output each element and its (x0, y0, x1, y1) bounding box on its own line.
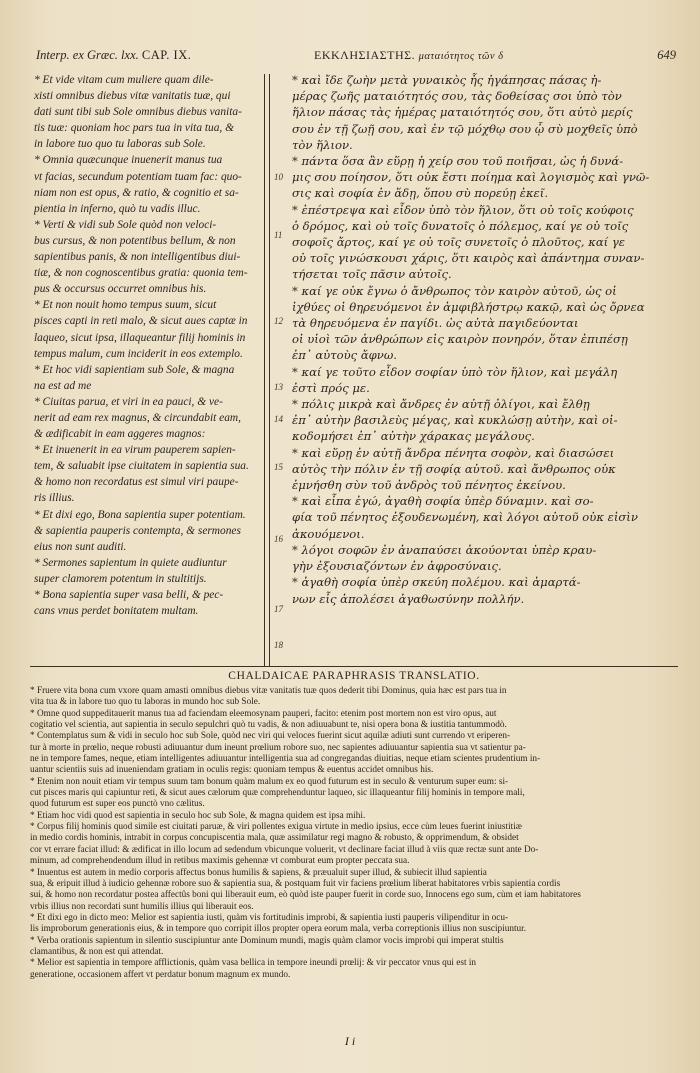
greek-line: νων εἷς ἀπολέσει ἀγαθωσύνην πολλήν. (292, 591, 525, 606)
latin-line: * Sermones sapientum in quiete audiuntur (34, 556, 227, 569)
chaldaic-line: quod futurum est super eos punctò vno cælitus. (30, 799, 205, 810)
latin-line: pus & occursus occurret omnibus his. (34, 283, 207, 296)
chaldaic-line: * Etiam hoc vidi quod est sapientia in seculo hoc sub Sole, & magna quidem est ipsa mihi. (30, 810, 366, 821)
chaldaic-line: in medio cordis hominis, intrabit in corpus concupiscentia mala, quæ assimilatur regi magno & robusto, & opprimendum, & obsidet (30, 833, 519, 844)
greek-line: κοδομήσει ἐπ᾽ αὐτὴν χάρακας μεγάλους. (292, 429, 535, 444)
greek-line: * λόγοι σοφῶν ἐν ἀναπαύσει ἀκούονται ὑπὲρ κραυ- (292, 542, 597, 557)
latin-line: eius non sunt auditi. (34, 540, 127, 553)
greek-line: * καί γε οὐκ ἔγνω ὁ ἄνθρωπος τὸν καιρὸν αὐτοῦ, ὡς οἱ (292, 283, 617, 298)
page-number: 649 (657, 48, 676, 62)
latin-line: & ædificabit in eam aggeres magnos: (34, 428, 206, 441)
column-divider-right (269, 74, 270, 666)
latin-line: vt facias, secundum potentiam tuam fac: quo- (34, 170, 242, 183)
greek-line: * ἐπέστρεψα καὶ εἶδον ὑπὸ τὸν ἥλιον, ὅτι οὐ τοῖς κούφοις (292, 202, 634, 217)
chaldaic-line: uantur scientiis suis ad inueniendam gratiam in oculis regis: quoniam tempus & euentus accidet omnibus his. (30, 765, 434, 776)
latin-line: nerit ad eam rex magnus, & circundabit eam, (34, 411, 241, 424)
chaldaic-line: clamantibus, & non est qui attendat. (30, 946, 164, 957)
chaldaic-line: sua, & eripuit illud à iudicio gehennæ robore suo & sapientia sua, & postquam fuit vir faciens prœlium liberat habitatores vrbis sapientia cordis (30, 878, 561, 889)
latin-line: tempus malum, cum inciderit in eos extemplo. (34, 347, 243, 360)
greek-line: σου ἐν τῇ ζωῇ σου, καὶ ἐν τῷ μόχθῳ σου ᾧ σὺ μοχθεῖς ὑπὸ (292, 121, 638, 136)
verse-number: 11 (274, 230, 283, 240)
chaldaic-line: * Inuentus est autem in medio corporis affectus bonus humilis & sapiens, & præualuit super illud, & subiecit illud sapientia (30, 867, 487, 878)
chaldaic-body (30, 686, 678, 981)
greek-line: * καὶ ἴδε ζωὴν μετὰ γυναικὸς ἧς ἠγάπησας πάσας ἡ- (292, 73, 602, 87)
greek-line: * καὶ εὕρῃ ἐν αὐτῇ ἄνδρα πένητα σοφὸν, καὶ διασώσει (292, 445, 615, 460)
latin-line: * Et hoc vidi sapientiam sub Sole, & magna (34, 363, 235, 376)
latin-line: tis tuæ: quoniam hoc pars tua in vita tua, & (34, 122, 234, 135)
chaldaic-line: * Contemplatus sum & vidi in seculo hoc sub Sole, quòd nec viri qui veloces fuerint sicut aquilæ adiuti sunt currendo vt eriperen- (30, 731, 511, 742)
latin-line: bus cursus, & non potentibus bellum, & non (34, 234, 236, 247)
latin-line: dati sunt tibi sub Sole omnibus diebus vanita- (34, 106, 242, 119)
latin-line: ris illius. (34, 492, 75, 505)
header-left: Interp. ex Græc. lxx. CAP. IX. (36, 48, 192, 62)
greek-line: ἰχθύες οἱ θηρευόμενοι ἐν ἀμφιβλήστρῳ κακῷ, καὶ ὡς ὄρνεα (292, 299, 645, 314)
latin-line: in labore tuo quo tu laboras sub Sole. (34, 138, 206, 151)
latin-line: tem, & saluabit ipse ciuitatem in sapientia sua. (34, 460, 249, 473)
chaldaic-line: * Fruere vita bona cum vxore quam amasti omnibus diebus vitæ vanitatis tuæ quos dederit tibi Dominus, quia hæc est pars tua in (30, 686, 507, 696)
verse-number: 13 (274, 382, 283, 392)
chaldaic-line: tur à morte in prœlio, neque robusti adiuuantur dum ineunt prœlium robore suo, nec sapientes adiuuantur sapientia sua vt satientur pa- (30, 742, 526, 753)
greek-line: ἐπ᾽ αὐτοὺς ἄφνω. (292, 348, 397, 363)
latin-line: & sapientia pauperis contempta, & sermones (34, 524, 241, 537)
greek-line: αὐτὸς τὴν πόλιν ἐν τῇ σοφίᾳ αὐτοῦ. καὶ ἄνθρωπος οὐκ (292, 461, 616, 476)
chaldaic-line: lis improborum generationis eius, & in tempore quo corripit illos propter opera eorum mala, verba correptionis illius non suscipiuntur. (30, 924, 527, 935)
latin-column (34, 72, 258, 619)
latin-line: * Omnia quæcunque inuenerit manus tua (34, 154, 223, 167)
greek-line: μέρας ζωῆς ματαιότητός σου, τὰς δοθείσας σοι ὑπὸ τὸν (292, 89, 622, 104)
latin-line: super clamorem potentum in stultitijs. (34, 572, 207, 585)
greek-line: * καί γε τοῦτο εἶδον σοφίαν ὑπὸ τὸν ἥλιον, καὶ μεγάλη (292, 364, 618, 379)
greek-line: ἥλιον πάσας τὰς ἡμέρας ματαιότητός σου, ὅτι αὐτὸ μερίς (292, 105, 633, 120)
latin-line: & homo non recordatus est simul viri paupe- (34, 476, 239, 489)
chaldaic-section (30, 670, 678, 981)
latin-line: * Ciuitas parua, et viri in ea pauci, & ve- (34, 395, 223, 408)
chaldaic-line: * Melior est sapientia in tempore afflictionis, quàm vasa bellica in tempore ineundi prœlij: & vir peccator vnus qui est in (30, 958, 477, 969)
verse-number: 14 (274, 414, 283, 424)
greek-line: * ἀγαθὴ σοφία ὑπὲρ σκεύη πολέμου. καὶ ἁμαρτά- (292, 575, 581, 590)
greek-line: ἀκουόμενοι. (292, 526, 365, 541)
latin-line: * Bona sapientia super vasa belli, & pec- (34, 589, 224, 601)
chaldaic-line: ne in tempore fames, neque, etiam intelligentes adiuuantur intelligentia sua ad congregandas diuitias, neque etiam scientes prudentium in- (30, 754, 541, 765)
chaldaic-line: * Etenim non nouit etiam vir tempus suum tam bonum quàm malum ex eo quod futurum est in seculo & venturum super eum: si- (30, 776, 509, 787)
chaldaic-line: minum, ad comprehendendum illud in retibus maximis gehennæ vt comburat eum propter peccata sua. (30, 856, 410, 867)
header-center: ΕΚΚΛΗΣΙΑΣΤΗΣ. ματαιότητος τῶν δ (314, 48, 504, 62)
greek-line: τὸν ἥλιον. (292, 137, 353, 152)
greek-line: σοφοῖς ἄρτος, καί γε οὐ τοῖς συνετοῖς ὁ πλοῦτος, καί γε (292, 235, 626, 250)
verse-number: 12 (274, 316, 283, 326)
chaldaic-line: generatione, occasionem affert vt perdatur bonum magnum ex mundo. (30, 969, 291, 980)
verse-number: 18 (274, 640, 283, 650)
chaldaic-line: cor vt errare faciat illud: & ædificat in illo locum ad sedendum vbicunque voluerit, vt declinare faciat illud à viis quæ rectæ sunt ante Do- (30, 844, 539, 855)
greek-line: μις σου ποίησον, ὅτι οὐκ ἔστι ποίημα καὶ λογισμὸς καὶ γνῶ- (292, 170, 650, 185)
section-divider (30, 666, 678, 667)
latin-line: * Et non nouit homo tempus suum, sicut (34, 299, 217, 312)
greek-line: ἐστὶ πρός με. (292, 380, 370, 395)
verse-number: 16 (274, 534, 283, 544)
chaldaic-line: * Verba orationis sapientum in silentio suscipiuntur ante Dominum mundi, magis quàm clamor vocis improbi qui imperat stultis (30, 935, 504, 946)
chaldaic-line: * Corpus filij hominis quod simile est ciuitati paruæ, & viri pollentes exigua virtute in medio ipsius, ecce cùm leues fuerint iniustitiæ (30, 822, 522, 833)
chaldaic-line: * Omne quod suppeditauerit manus tua ad faciendam eleemosynam pauperi, facito: etenim post mortem non est viro opus, aut (30, 708, 497, 719)
verse-number: 15 (274, 462, 283, 472)
greek-line: σις καὶ σοφία ἐν ἅδῃ, ὅπου σὺ πορεύῃ ἐκεῖ. (292, 186, 549, 201)
chaldaic-line: * Et dixi ego in dicto meo: Melior est sapientia iusti, quàm vis fortitudinis improbi, & sapientia iusti pauperis vilipenditur in ocu- (30, 912, 509, 923)
latin-line: laqueo, sicut ipsa, illaqueantur filij hominis in (34, 331, 246, 344)
verse-number: 17 (274, 604, 283, 614)
chaldaic-line: cut pisces maris qui capiuntur reti, & sicut aues cælorum quæ comprehenduntur laqueo, sic illaqueantur filij hominis in tempore mali, (30, 788, 525, 799)
greek-line: * πόλις μικρὰ καὶ ἄνδρες ἐν αὐτῇ ὀλίγοι, καὶ ἔλθῃ (292, 397, 590, 412)
chaldaic-line: vita tua & in labore tuo quo tu laboras in mundo hoc sub Sole. (30, 697, 261, 708)
greek-line: τήσεται τοῖς πᾶσιν αὐτοῖς. (292, 267, 452, 282)
greek-line: οἱ υἱοὶ τῶν ἀνθρώπων εἰς καιρὸν πονηρόν, ὅταν ἐπιπέσῃ (292, 332, 628, 347)
latin-line: tiæ, & non cognoscentibus gratia: quonia tem- (34, 267, 248, 280)
latin-line: * Et inuenerit in ea virum pauperem sapien- (34, 444, 236, 457)
latin-line: pientia in inferno, quò tu vadis illuc. (34, 202, 201, 215)
latin-line: cans vnus perdet bonitatem multam. (34, 605, 199, 618)
column-divider-left (264, 74, 265, 666)
latin-line: xisti omnibus diebus vitæ vanitatis tuæ, qui (34, 90, 231, 103)
chaldaic-line: cogitatio vel scientia, aut sapientia in seculo sepulchri quò tu vadis, & non adiuuabunt te, nisi opera bona & iustitia tantummodò. (30, 720, 507, 731)
greek-line: γὴν ἐξουσιαζόντων ἐν ἀφροσύναις. (292, 559, 502, 574)
greek-line: ὁ δρόμος, καὶ οὐ τοῖς δυνατοῖς ὁ πόλεμος, καί γε οὐ τοῖς (292, 218, 629, 233)
latin-line: na est ad me (34, 379, 92, 392)
latin-line: * Et dixi ego, Bona sapientia super potentiam. (34, 508, 246, 521)
greek-line: ἐμνήσθη σὺν τοῦ ἀνδρὸς τοῦ πένητος ἐκείνου. (292, 478, 566, 493)
greek-line: τὰ θηρευόμενα ἐν παγίδι. ὡς αὐτὰ παγιδεύονται (292, 316, 579, 331)
greek-column (292, 72, 676, 607)
latin-line: sapientibus panis, & non intelligentibus diui- (34, 251, 241, 264)
chaldaic-line: sui, & homo non recordatur postea affectûs boni qui liberauit eum, eò quòd iste pauper fuerit in corde suo, Innocens ego sum, cùm et iam habitatores (30, 890, 581, 901)
greek-line: οὐ τοῖς γινώσκουσι χάρις, ὅτι καιρὸς καὶ ἀπάντημα συναν- (292, 251, 645, 266)
latin-line: * Verti & vidi sub Sole quòd non veloci- (34, 218, 217, 231)
greek-line: ἐπ᾽ αὐτὴν βασιλεὺς μέγας, καὶ κυκλώσῃ αὐτὴν, καὶ οἰ- (292, 413, 618, 428)
greek-line: * πάντα ὅσα ἂν εὕρῃ ἡ χείρ σου τοῦ ποιῆσαι, ὡς ἡ δυνά- (292, 154, 624, 169)
verse-number: 10 (274, 172, 283, 182)
greek-line: φία τοῦ πένητος ἐξουδενωμένη, καὶ λόγοι αὐτοῦ οὐκ εἰσὶν (292, 510, 638, 525)
running-header (28, 48, 676, 68)
signature-mark: I i (344, 1034, 356, 1048)
chaldaic-title: CHALDAICAE PARAPHRASIS TRANSLATIO. (228, 670, 480, 682)
chaldaic-line: vrbis illius non recordati sunt humilis illius qui liberauit eos. (30, 901, 254, 912)
greek-line: * καὶ εἶπα ἐγώ, ἀγαθὴ σοφία ὑπὲρ δύναμιν. καὶ σο- (292, 494, 594, 509)
latin-line: pisces capti in reti malo, & sicut aues captæ in (34, 315, 248, 328)
latin-line: niam non est opus, & ratio, & cognitio et sa- (34, 186, 239, 199)
latin-line: * Et vide vitam cum muliere quam dile- (34, 74, 214, 86)
